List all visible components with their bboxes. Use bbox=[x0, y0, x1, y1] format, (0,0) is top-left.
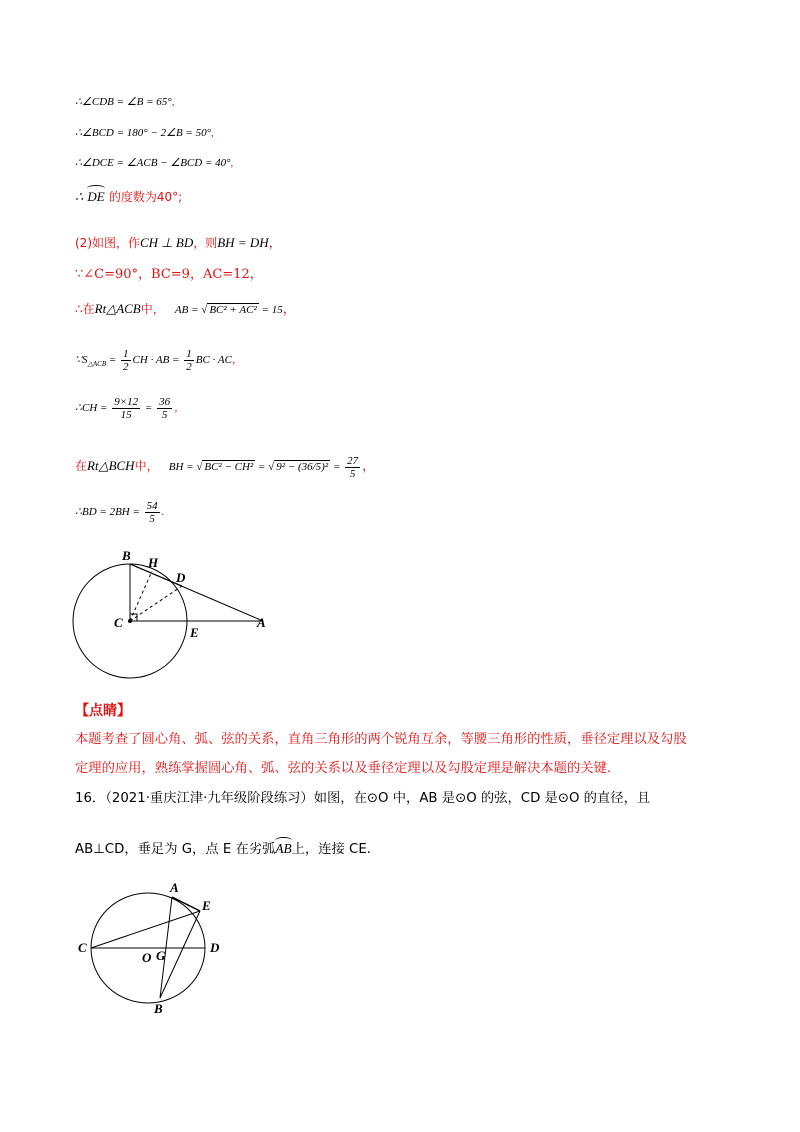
line-bh: 在Rt△BCH中， BH = √ BC² − CH² = √ 9² − (36/5)² = $\frac{27}{5}$ ， bbox=[75, 455, 376, 481]
line-given bbox=[75, 268, 263, 281]
label-o2: O bbox=[142, 950, 152, 965]
segment-ce bbox=[91, 911, 200, 948]
problem-16-line-1: 16．（2021·重庆江津·九年级阶段练习）如图，在⊙O 中，AB 是⊙O 的弦，CD 是⊙O 的直径，且 bbox=[75, 791, 651, 806]
figure-circle-triangle bbox=[60, 545, 290, 680]
label-c: C bbox=[114, 615, 123, 630]
line-dce: ∴∠DCE = ∠ACB − ∠BCD = 40°, bbox=[75, 157, 234, 169]
label-d: D bbox=[176, 570, 186, 585]
label-c2: C bbox=[78, 940, 87, 955]
eq-cdb: ∴∠CDB = ∠B = 65° bbox=[75, 96, 172, 108]
line-part2: (2)如图，作CH ⊥ BD，则BH = DH， bbox=[75, 235, 282, 251]
arc-ab: AB bbox=[275, 842, 291, 855]
given-values: ∵∠C=90°，BC=9，AC=12， bbox=[75, 267, 263, 282]
eq-dce: ∴∠DCE = ∠ACB − ∠BCD = 40° bbox=[75, 157, 231, 169]
line-arc-de: ∴ DE 的度数为40°; bbox=[75, 190, 182, 204]
comment-text-2: 定理的应用，熟练掌握圆心角、弧、弦的关系以及垂径定理以及勾股定理是解决本题的关键. bbox=[75, 761, 612, 776]
comment-text-1: 本题考查了圆心角、弧、弦的关系，直角三角形的两个锐角互余，等腰三角形的性质，垂径定理以及勾股 bbox=[75, 732, 687, 747]
center-dot bbox=[128, 619, 132, 623]
comment-title: 【点睛】 bbox=[75, 703, 131, 719]
line-bcd: ∴∠BCD = 180° − 2∠B = 50°, bbox=[75, 127, 214, 139]
segment-ae bbox=[172, 897, 200, 911]
label-b: B bbox=[122, 548, 131, 563]
figure-circle-chord bbox=[70, 880, 240, 1020]
label-a2: A bbox=[170, 880, 179, 895]
line-cdb: ∴∠CDB = ∠B = 65°, bbox=[75, 96, 175, 108]
problem-16-line-2: AB⊥CD，垂足为 G，点 E 在劣弧 AB上，连接 CE. bbox=[75, 842, 371, 856]
line-bd: ∴BD = 2BH = $\frac{54}{5}$ . bbox=[75, 500, 165, 526]
line-ch: ∴CH = $\frac{9\times 12}{15}$ = $\frac{36}{5}$ ， bbox=[75, 396, 186, 422]
label-h: H bbox=[148, 555, 159, 570]
line-ab: ∴在Rt△ACB中， AB = √ BC² + AC² = 15， bbox=[75, 301, 296, 317]
line-area: $\because S_{\triangle ACB}$ = $\frac{1}{2}$ CH · AB = $\frac{1}{2}$ BC · AC， bbox=[75, 348, 243, 374]
label-e2: E bbox=[202, 898, 211, 913]
segment-eb bbox=[160, 911, 200, 998]
label-g2: G bbox=[156, 948, 166, 963]
label-d2: D bbox=[210, 940, 220, 955]
arc-de: DE bbox=[87, 190, 104, 203]
arc-de-measure: 的度数为40°; bbox=[108, 190, 183, 204]
eq-bcd: ∴∠BCD = 180° − 2∠B = 50° bbox=[75, 127, 212, 139]
label-b2: B bbox=[154, 1001, 163, 1016]
label-a: A bbox=[257, 615, 266, 630]
label-e: E bbox=[190, 625, 199, 640]
